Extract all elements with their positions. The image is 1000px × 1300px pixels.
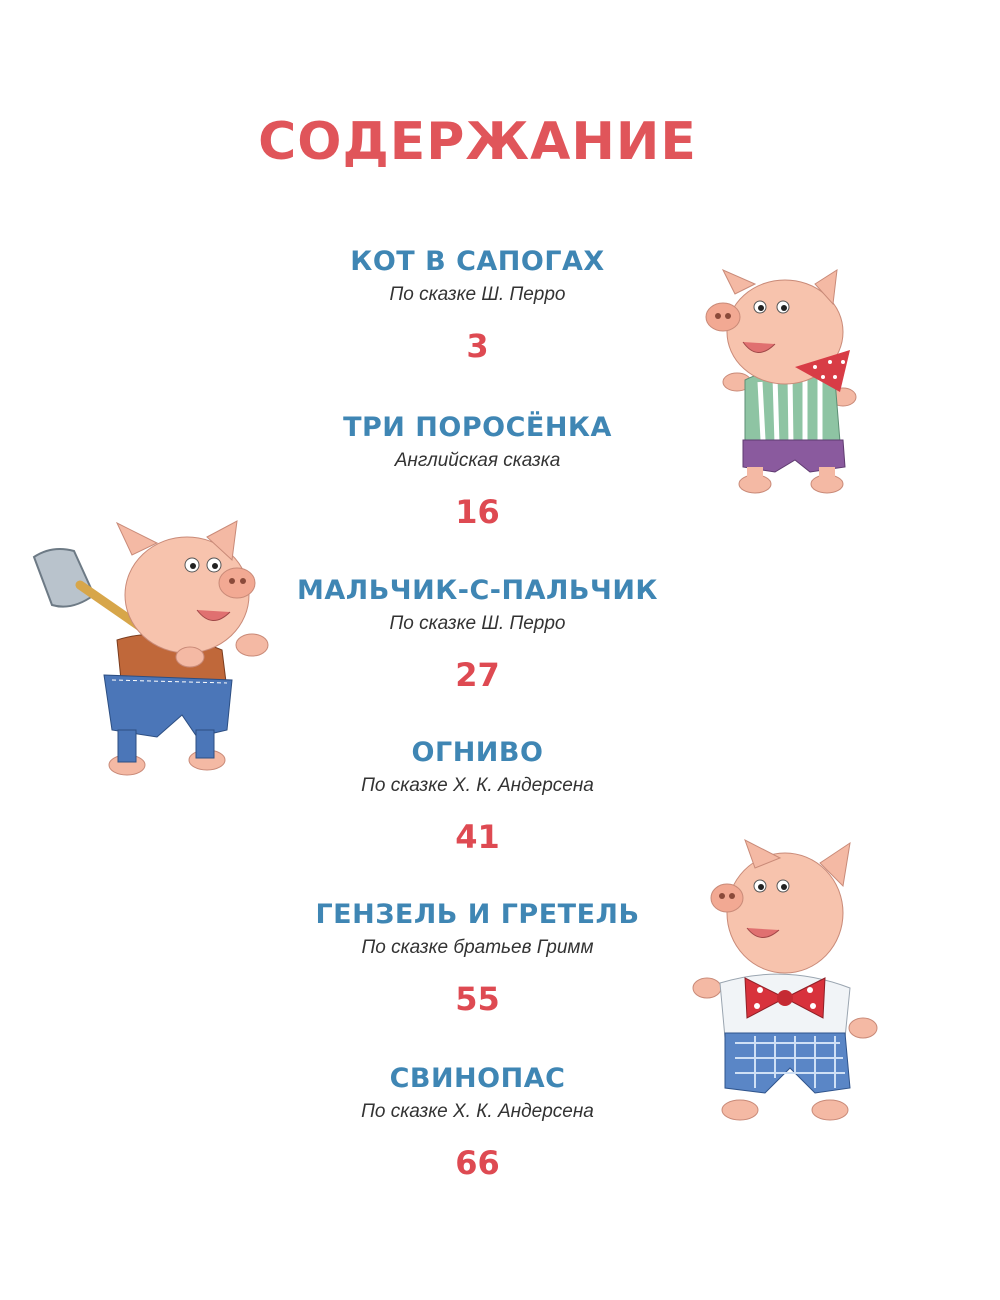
entry-subtitle: Английская сказка bbox=[394, 450, 561, 471]
entry-page-number[interactable]: 55 bbox=[455, 980, 500, 1018]
entry-title[interactable]: ГЕНЗЕЛЬ И ГРЕТЕЛЬ bbox=[315, 899, 640, 930]
entry-title[interactable]: ОГНИВО bbox=[411, 737, 544, 768]
entry-subtitle: По сказке Ш. Перро bbox=[389, 613, 566, 634]
pig-with-shovel-icon bbox=[22, 515, 277, 790]
entry-title[interactable]: КОТ В САПОГАХ bbox=[350, 246, 605, 277]
entry-page-number[interactable]: 41 bbox=[455, 818, 500, 856]
entry-title[interactable]: СВИНОПАС bbox=[389, 1063, 566, 1094]
entry-title[interactable]: ТРИ ПОРОСЁНКА bbox=[343, 412, 612, 443]
pig-with-bandana-icon bbox=[675, 262, 885, 502]
entry-page-number[interactable]: 16 bbox=[455, 493, 500, 531]
entry-page-number[interactable]: 66 bbox=[455, 1144, 500, 1182]
pig-with-bowtie-icon bbox=[685, 838, 880, 1123]
entry-title[interactable]: МАЛЬЧИК-С-ПАЛЬЧИК bbox=[297, 575, 658, 606]
entry-subtitle: По сказке Х. К. Андерсена bbox=[361, 1101, 594, 1122]
entry-page-number[interactable]: 27 bbox=[455, 656, 500, 694]
entry-page-number[interactable]: 3 bbox=[466, 327, 489, 365]
entry-subtitle: По сказке братьев Гримм bbox=[361, 937, 594, 958]
page-title: СОДЕРЖАНИЕ bbox=[258, 112, 697, 172]
entry-subtitle: По сказке Х. К. Андерсена bbox=[361, 775, 594, 796]
entry-subtitle: По сказке Ш. Перро bbox=[389, 284, 566, 305]
